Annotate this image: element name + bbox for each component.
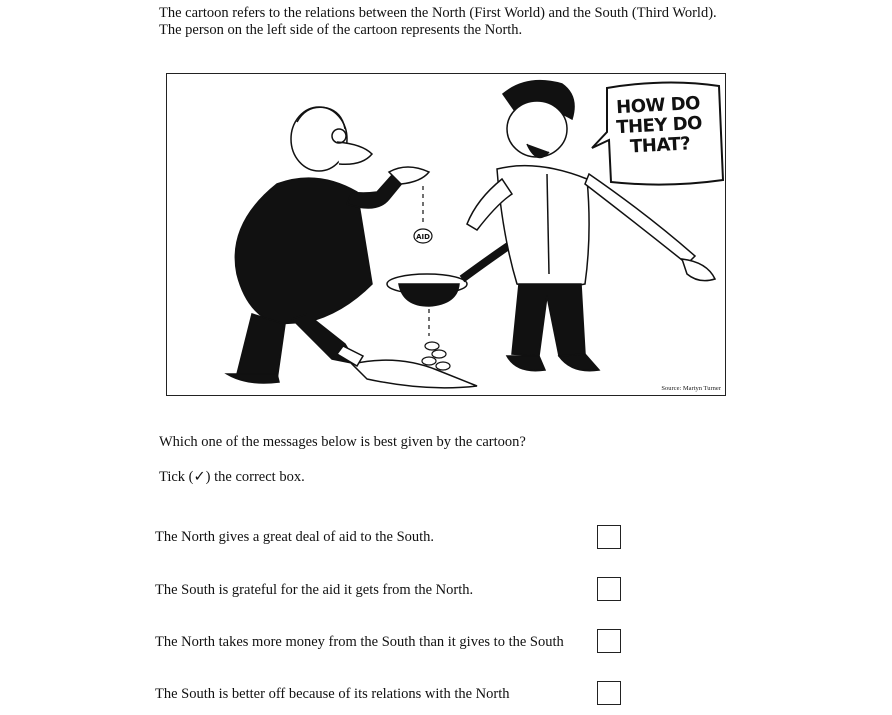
option-3-label: The North takes more money from the South than it gives to the South xyxy=(155,634,564,650)
begging-hat xyxy=(387,234,527,306)
speech-line-1: HOW DO xyxy=(615,92,701,119)
intro-line-2: The person on the left side of the cartoon represents the North. xyxy=(159,22,523,38)
cartoon-image xyxy=(166,73,726,396)
option-2-label: The South is grateful for the aid it gets from the North. xyxy=(155,582,474,598)
coin-aid-label: AID xyxy=(416,233,430,241)
instruction-text: Tick (✓) the correct box. xyxy=(159,469,305,485)
speech-line-2: THEY DO xyxy=(615,112,703,139)
intro-line-1: The cartoon refers to the relations between the North (First World) and the South (Third World). xyxy=(159,5,717,21)
question-text: Which one of the messages below is best given by the cartoon? xyxy=(159,434,526,450)
option-4-label: The South is better off because of its relations with the North xyxy=(155,686,510,702)
cartoon-source: Source: Martyn Turner xyxy=(661,385,721,392)
option-2-tickbox[interactable] xyxy=(597,577,621,601)
speech-line-3: THAT? xyxy=(629,133,691,158)
intro-text xyxy=(159,5,717,39)
option-1-label: The North gives a great deal of aid to the South. xyxy=(155,529,435,545)
option-4-tickbox[interactable] xyxy=(597,681,621,705)
option-1-tickbox[interactable] xyxy=(597,525,621,549)
speech-bubble-text xyxy=(596,77,722,189)
option-3-tickbox[interactable] xyxy=(597,629,621,653)
